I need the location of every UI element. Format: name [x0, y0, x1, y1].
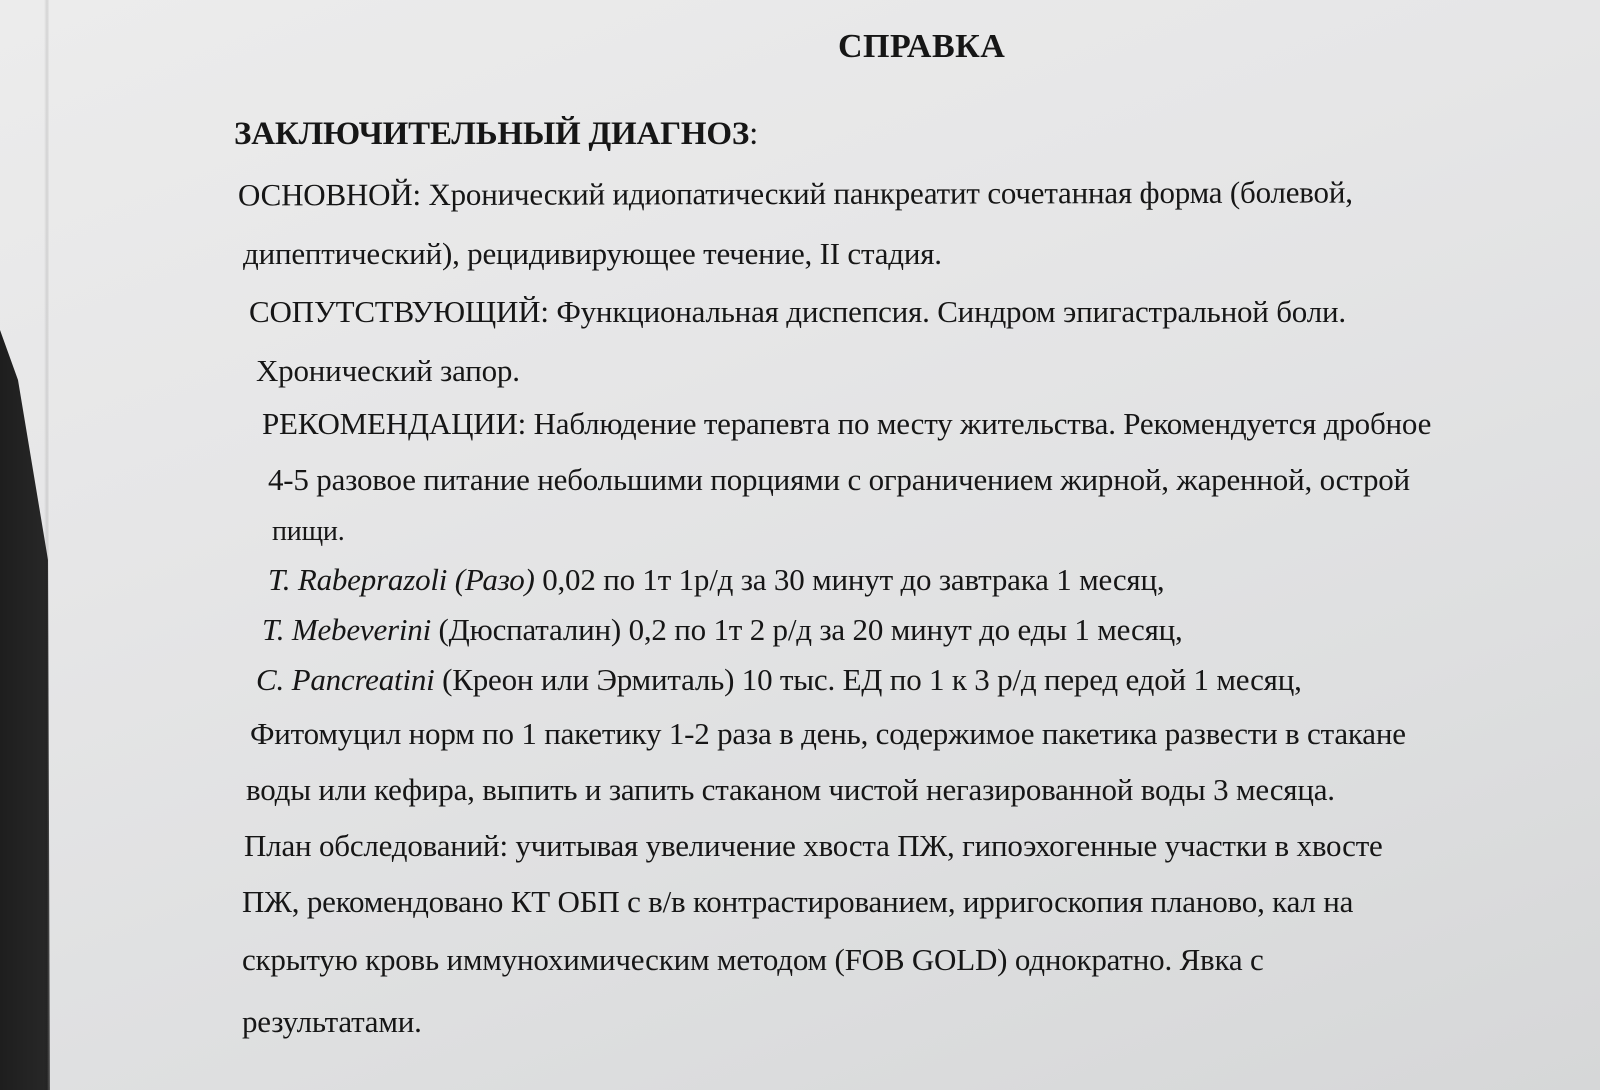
prescription-rabeprazole-name: T. Rabeprazoli (Разо) [268, 562, 535, 597]
prescription-pancreatin-dose: (Креон или Эрмиталь) 10 тыс. ЕД по 1 к 3 р/д перед едой 1 месяц, [434, 662, 1302, 697]
recommendations-line-2: 4-5 разовое питание небольшими порциями с ограничением жирной, жаренной, острой [268, 462, 1410, 497]
recommendations-line-1: РЕКОМЕНДАЦИИ: Наблюдение терапевта по месту жительства. Рекомендуется дробное [262, 406, 1432, 441]
final-diagnosis-heading [234, 118, 758, 151]
prescription-pancreatin [256, 664, 1302, 695]
prescription-mebeverine-dose: (Дюспаталин) 0,2 по 1т 2 р/д за 20 минут до еды 1 месяц, [431, 612, 1183, 647]
exam-plan-line-3: скрытую кровь иммунохимическим методом (FOB GOLD) однократно. Явка с [242, 942, 1264, 977]
main-diagnosis-line-1: ОСНОВНОЙ: Хронический идиопатический панкреатит сочетанная форма (болевой, [237, 174, 1353, 213]
prescription-rabeprazole [268, 564, 1164, 595]
exam-plan-line-2: ПЖ, рекомендовано КТ ОБП с в/в контрастированием, ирригоскопия планово, кал на [242, 884, 1354, 919]
prescription-mebeverine-name: T. Mebeverini [262, 612, 431, 647]
concomitant-diagnosis-line-1: СОПУТСТВУЮЩИЙ: Функциональная диспепсия. Синдром эпигастральной боли. [249, 294, 1346, 329]
concomitant-diagnosis-line-2: Хронический запор. [256, 353, 520, 388]
prescription-fitomucil-line-1: Фитомуцил норм по 1 пакетику 1-2 раза в день, содержимое пакетика развести в стакане [250, 716, 1406, 751]
prescription-fitomucil-line-2: воды или кефира, выпить и запить стаканом чистой негазированной воды 3 месяца. [246, 772, 1335, 807]
exam-plan-line-1: План обследований: учитывая увеличение хвоста ПЖ, гипоэхогенные участки в хвосте [244, 828, 1383, 863]
document-title: СПРАВКА [838, 28, 1006, 65]
exam-plan-line-4: результатами. [242, 1004, 422, 1039]
final-diagnosis-heading-text: ЗАКЛЮЧИТЕЛЬНЫЙ ДИАГНОЗ [234, 116, 750, 152]
final-diagnosis-heading-colon: : [749, 116, 759, 152]
prescription-rabeprazole-dose: 0,02 по 1т 1р/д за 30 минут до завтрака 1 месяц, [534, 562, 1165, 597]
main-diagnosis-line-2: дипептический), рецидивирующее течение, II стадия. [243, 236, 942, 271]
recommendations-line-3: пищи. [272, 516, 345, 547]
prescription-pancreatin-name: C. Pancreatini [256, 662, 435, 697]
prescription-mebeverine [262, 614, 1183, 645]
